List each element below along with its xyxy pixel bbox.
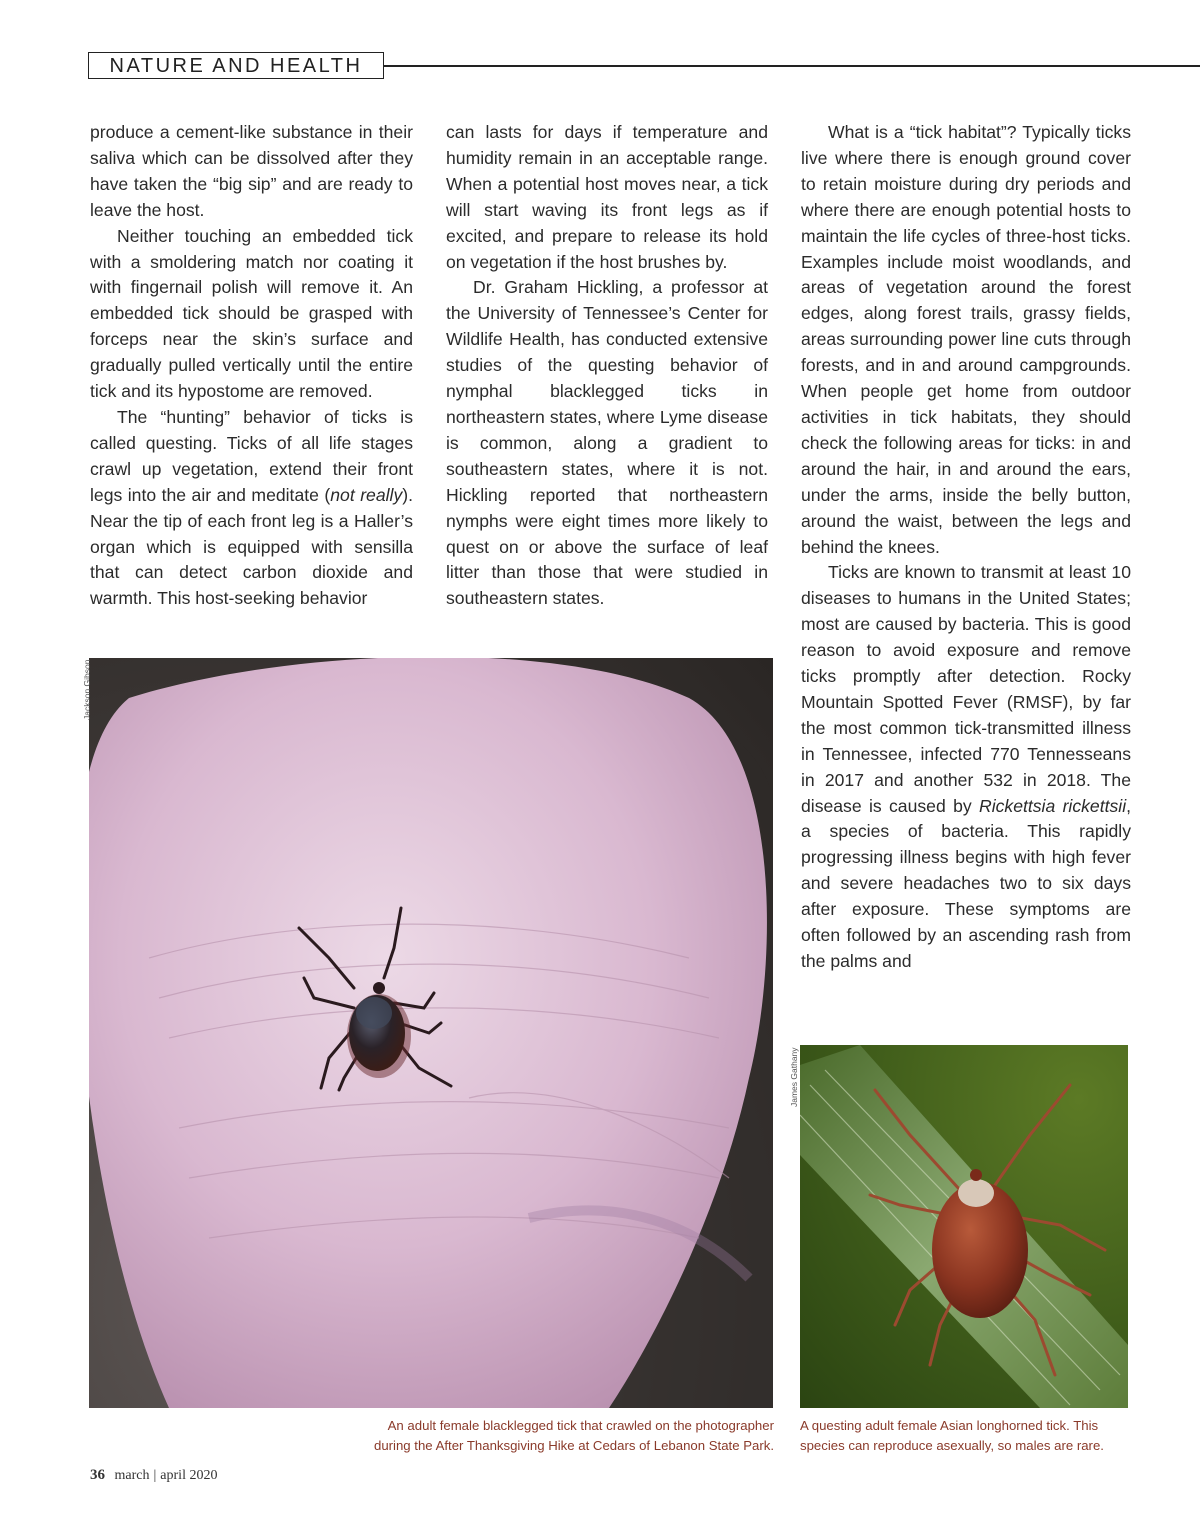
paragraph: The “hunting” behavior of ticks is called questing. Ticks of all life stages crawl up vegetation, extend their front legs into the air and meditate (not really). Near the tip of each front leg is a Haller’s organ which is equipped with sensilla that can detect carbon dioxide and warmth. This host-seeking behavior	[90, 406, 413, 609]
text-column-1	[90, 120, 413, 612]
issue-month: march	[114, 1468, 150, 1483]
paragraph: produce a cement-like substance in their saliva which can be dissolved after they have taken the “big sip” and are ready to leave the host.	[90, 122, 413, 220]
photo-credit: James Gathany	[789, 1047, 799, 1107]
page-footer: 36 march | april 2020	[90, 1467, 218, 1483]
photo-caption: A questing adult female Asian longhorned tick. This species can reproduce asexually, so males are rare.	[800, 1418, 1104, 1453]
page-number: 36	[90, 1467, 105, 1483]
photo-caption: An adult female blacklegged tick that crawled on the photographer during the After Thanksgiving Hike at Cedars of Lebanon State Park.	[373, 1418, 774, 1453]
asian-longhorned-tick-photo	[800, 1045, 1128, 1408]
paragraph: Ticks are known to transmit at least 10 diseases to humans in the United States; most are caused by bacteria. This is good reason to avoid exposure and remove ticks promptly after detection. Rocky Mountain Spotted Fever (RMSF), by far the most common tick-transmitted illness in Tennessee, infected 770 Tennesseans in 2017 and another 532 in 2018. The disease is caused by Rickettsia rickettsii, a species of bacteria. This rapidly progressing illness begins with high fever and severe headaches two to six days after exposure. These symptoms are often followed by an ascending rash from the palms and	[801, 562, 1132, 971]
paragraph: Dr. Graham Hickling, a professor at the University of Tennessee’s Center for Wildlife Health, has conducted extensive studies of the questing behavior of nymphal blacklegged ticks in northeastern states, where Lyme disease is common, along a gradient to southeastern states, where it is not. Hickling reported that northeastern nymphs were eight times more likely to quest on or above the surface of leaf litter than those that were studied in southeastern states.	[446, 277, 768, 609]
blacklegged-tick-photo	[89, 658, 773, 1408]
italic-text: Rickettsia rickettsii	[978, 795, 1127, 816]
text-column-2	[446, 120, 768, 612]
issue-date: april 2020	[160, 1468, 218, 1483]
tick-on-finger-illustration	[89, 658, 773, 1408]
paragraph: Neither touching an embedded tick with a smoldering match nor coating it with fingernail polish will remove it. An embedded tick should be grasped with forceps near the skin’s surface and gradually pulled vertically until the entire tick and its hypostome are removed.	[90, 225, 413, 402]
header-rule	[384, 65, 1200, 67]
photo-credit: Jackson Gibson	[82, 659, 92, 720]
paragraph: What is a “tick habitat”? Typically ticks live where there is enough ground cover to retain moisture during dry periods and where there are enough potential hosts to maintain the life cycles of three-host ticks. Examples include moist woodlands, and areas of vegetation around the forest edges, along forest trails, grassy fields, areas surrounding power line cuts through forests, and in and around campgrounds. When people get home from outdoor activities in tick habitats, they should check the following areas for ticks: in and around the hair, in and around the ears, under the arms, inside the belly button, around the waist, between the legs and behind the knees.	[801, 122, 1131, 557]
text-column-3	[801, 120, 1131, 975]
tick-on-grass-illustration	[800, 1045, 1128, 1408]
section-header: NATURE AND HEALTH	[88, 52, 384, 79]
paragraph: can lasts for days if temperature and humidity remain in an acceptable range. When a potential host moves near, a tick will start waving its front legs as if excited, and prepare to release its hold on vegetation if the host brushes by.	[446, 122, 768, 272]
italic-text: not really	[330, 484, 403, 505]
